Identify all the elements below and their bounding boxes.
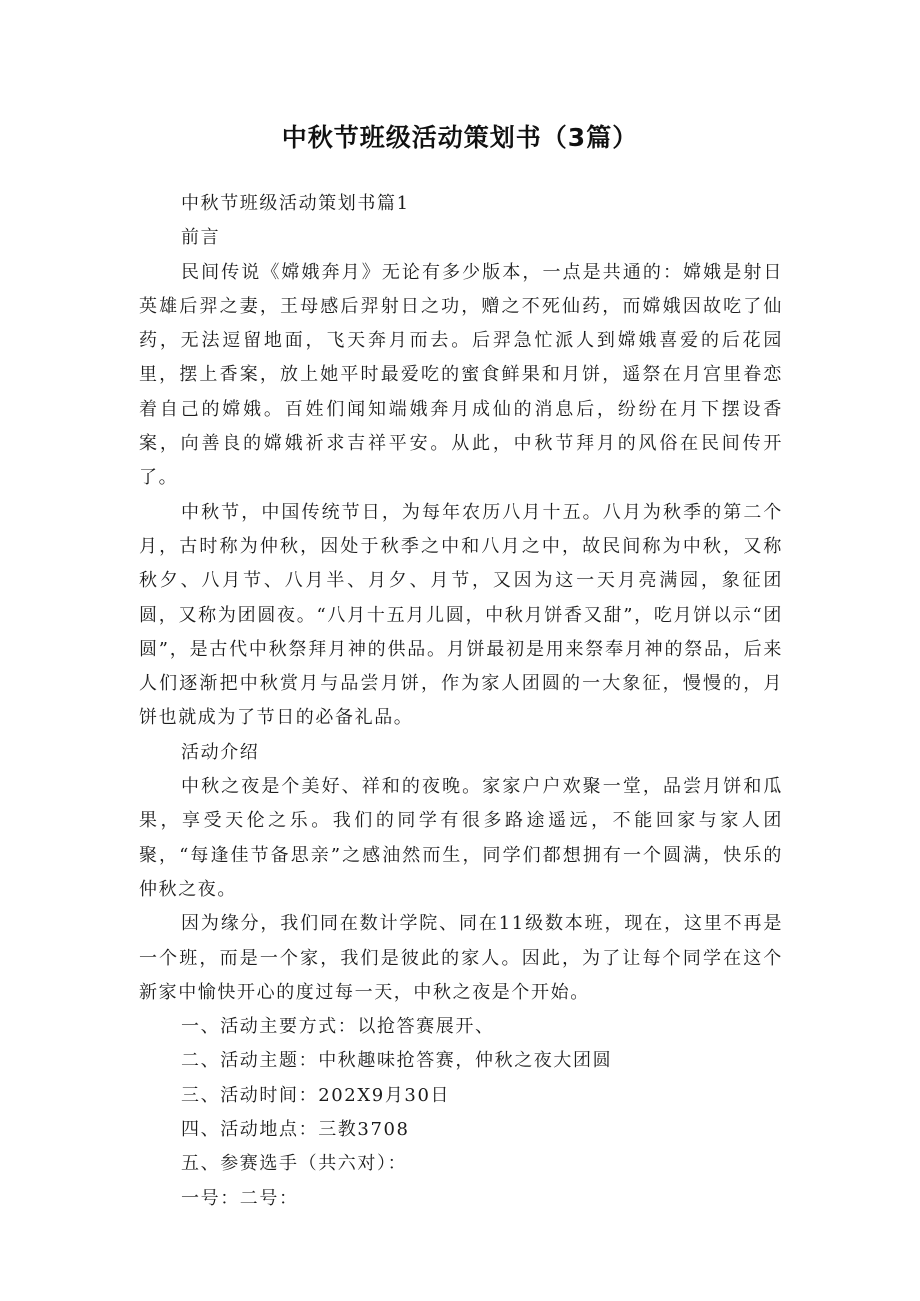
document-body [139, 187, 783, 1216]
paragraph-legend: 民间传说《嫦娥奔月》无论有多少版本，一点是共通的：嫦娥是射日英雄后羿之妻，王母感后羿射日之功，赠之不死仙药，而嫦娥因故吃了仙药，无法逗留地面，飞天奔月而去。后羿急忙派人到嫦娥喜爱的后花园里，摆上香案，放上她平时最爱吃的蜜食鲜果和月饼，遥祭在月宫里眷恋着自己的嫦娥。百姓们闻知端娥奔月成仙的消息后，纷纷在月下摆设香案，向善良的嫦娥祈求吉祥平安。从此，中秋节拜月的风俗在民间传开了。 [139, 261, 783, 489]
paragraph-festival: 中秋节，中国传统节日，为每年农历八月十五。八月为秋季的第二个月，古时称为仲秋，因处于秋季之中和八月之中，故民间称为中秋，又称秋夕、八月节、八月半、月夕、月节，又因为这一天月亮满园，象征团圆，又称为团圆夜。“八月十五月儿圆，中秋月饼香又甜”，吃月饼以示“团圆”，是古代中秋祭拜月神的供品。月饼最初是用来祭奉月神的祭品，后来人们逐渐把中秋赏月与品尝月饼，作为家人团圆的一大象征，慢慢的，月饼也就成为了节日的必备礼品。 [139, 501, 783, 729]
list-item-numbers: 一号：二号： [181, 1187, 299, 1209]
list-item-method: 一、活动主要方式：以抢答赛展开、 [181, 1016, 495, 1038]
list-item-time: 三、活动时间：202X9月30日 [181, 1084, 451, 1106]
list-item-theme: 二、活动主题：中秋趣味抢答赛，仲秋之夜大团圆 [181, 1050, 613, 1072]
section-heading: 中秋节班级活动策划书篇1 [181, 193, 410, 214]
paragraph-night: 中秋之夜是个美好、祥和的夜晚。家家户户欢聚一堂，品尝月饼和瓜果，享受天伦之乐。我们的同学有很多路途遥远，不能回家与家人团聚，“每逢佳节备思亲”之感油然而生，同学们都想拥有一个圆满，快乐的仲秋之夜。 [139, 776, 783, 900]
paragraph-fate: 因为缘分，我们同在数计学院、同在11级数本班，现在，这里不再是一个班，而是一个家，我们是彼此的家人。因此，为了让每个同学在这个新家中愉快开心的度过每一天，中秋之夜是个开始。 [139, 913, 783, 1003]
list-item-location: 四、活动地点：三教3708 [181, 1119, 410, 1141]
subheading-activity-intro: 活动介绍 [181, 741, 260, 763]
list-item-contestants: 五、参赛选手（共六对）： [181, 1153, 408, 1175]
document-title: 中秋节班级活动策划书（3篇） [281, 123, 639, 152]
subheading-preface: 前言 [181, 227, 221, 249]
